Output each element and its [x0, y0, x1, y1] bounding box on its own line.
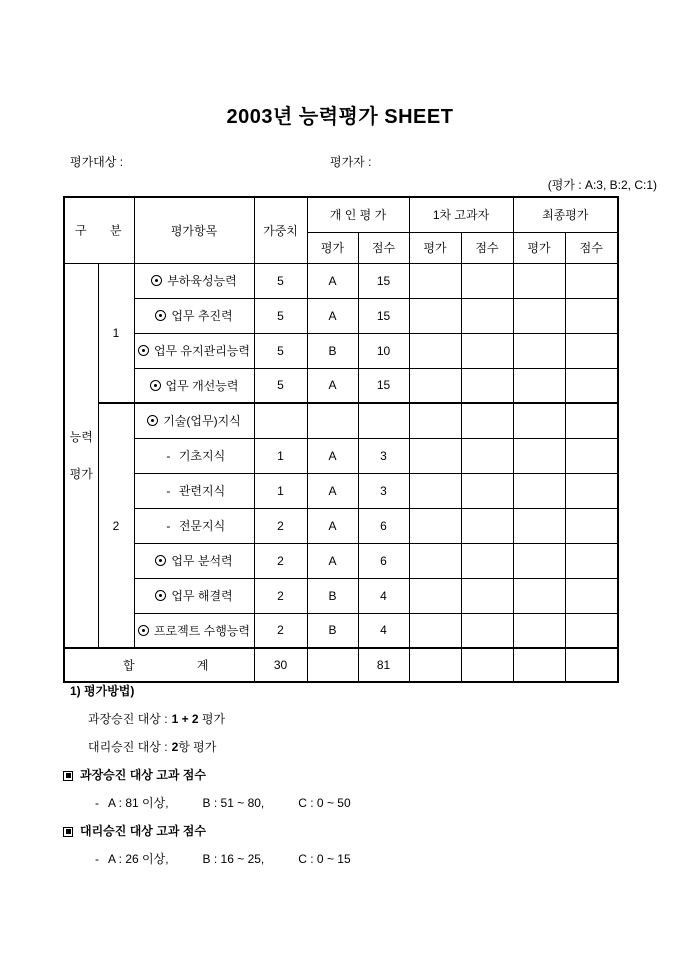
first-grade-cell — [409, 438, 461, 473]
item-label: 부하육성능력 — [167, 274, 237, 288]
header-first-score: 점수 — [461, 232, 513, 263]
first-grade-cell — [409, 333, 461, 368]
final-grade-cell — [513, 578, 565, 613]
total-label-cell — [64, 648, 254, 682]
final-grade-cell — [513, 333, 565, 368]
score-line-dash: - — [95, 796, 99, 810]
table-row — [64, 403, 618, 438]
personal-score-cell: 6 — [358, 508, 409, 543]
final-grade-cell — [513, 508, 565, 543]
personal-grade-cell: B — [307, 613, 358, 648]
item-cell — [134, 263, 254, 298]
sub-item-dash: - — [166, 484, 171, 498]
item-label: 업무 추진력 — [171, 309, 233, 323]
table-row — [64, 263, 618, 298]
final-score-cell — [565, 298, 618, 333]
total-label-right: 계 — [196, 658, 209, 673]
fisheye-bullet-icon — [155, 555, 166, 566]
score-range-b: B : 16 ~ 25, — [202, 852, 265, 866]
header-division-right: 분 — [109, 223, 122, 238]
table-row — [64, 333, 618, 368]
header-first-grade: 평가 — [409, 232, 461, 263]
page-title: 2003년 능력평가 SHEET — [226, 106, 454, 128]
final-grade-cell — [513, 438, 565, 473]
final-grade-cell — [513, 368, 565, 403]
category-cell — [64, 263, 98, 648]
header-final-grade: 평가 — [513, 232, 565, 263]
personal-score-cell: 3 — [358, 438, 409, 473]
first-score-cell — [461, 403, 513, 438]
total-row — [64, 648, 618, 682]
personal-grade-cell: B — [307, 333, 358, 368]
final-grade-cell — [513, 263, 565, 298]
score-range-c: C : 0 ~ 15 — [298, 852, 351, 866]
total-final-grade-cell — [513, 648, 565, 682]
method-bold: 2 — [171, 740, 179, 754]
sub-item-dash: - — [166, 519, 171, 533]
table-row — [64, 438, 618, 473]
score-range-a: A : 26 이상, — [108, 852, 169, 866]
item-label: 전문지식 — [178, 519, 226, 533]
header-first-rater: 1차 고과자 — [409, 197, 513, 232]
personal-grade-cell: A — [307, 438, 358, 473]
weight-cell: 5 — [254, 368, 307, 403]
final-score-cell — [565, 578, 618, 613]
header-weight: 가중치 — [254, 197, 307, 263]
method-suffix: 평가 — [198, 712, 226, 726]
personal-score-cell: 15 — [358, 368, 409, 403]
total-first-score-cell — [461, 648, 513, 682]
note-section-heading-assistant — [63, 824, 351, 839]
first-score-cell — [461, 298, 513, 333]
personal-score-cell: 15 — [358, 298, 409, 333]
method-suffix: 항 평가 — [178, 740, 217, 754]
personal-grade-cell: B — [307, 578, 358, 613]
first-grade-cell — [409, 578, 461, 613]
fisheye-bullet-icon — [150, 380, 161, 391]
personal-grade-cell: A — [307, 298, 358, 333]
personal-score-cell: 3 — [358, 473, 409, 508]
total-personal-score-cell: 81 — [358, 648, 409, 682]
final-score-cell — [565, 403, 618, 438]
score-range-b: B : 51 ~ 80, — [202, 796, 265, 810]
header-final-eval: 최종평가 — [513, 197, 618, 232]
table-row — [64, 368, 618, 403]
item-label: 관련지식 — [178, 484, 226, 498]
weight-cell: 2 — [254, 543, 307, 578]
weight-cell: 2 — [254, 613, 307, 648]
item-label: 업무 유지관리능력 — [153, 344, 251, 358]
first-score-cell — [461, 613, 513, 648]
category-label-line2: 평가 — [69, 467, 93, 482]
item-cell — [134, 403, 254, 438]
table-row — [64, 298, 618, 333]
square-bullet-icon — [63, 771, 73, 781]
fisheye-bullet-icon — [147, 415, 158, 426]
final-grade-cell — [513, 543, 565, 578]
personal-grade-cell — [307, 403, 358, 438]
personal-score-cell: 4 — [358, 613, 409, 648]
group-number-cell: 2 — [98, 403, 134, 648]
header-personal-grade: 평가 — [307, 232, 358, 263]
table-row — [64, 543, 618, 578]
note-method-assistant — [63, 740, 351, 755]
personal-grade-cell: A — [307, 508, 358, 543]
final-score-cell — [565, 368, 618, 403]
final-grade-cell — [513, 403, 565, 438]
item-cell — [134, 298, 254, 333]
weight-cell: 2 — [254, 578, 307, 613]
method-prefix: 과장승진 대상 : — [88, 712, 168, 726]
item-cell — [134, 473, 254, 508]
item-cell — [134, 333, 254, 368]
score-range-c: C : 0 ~ 50 — [298, 796, 351, 810]
personal-score-cell: 15 — [358, 263, 409, 298]
first-score-cell — [461, 543, 513, 578]
header-division-left: 구 — [75, 223, 87, 238]
fisheye-bullet-icon — [138, 345, 149, 356]
item-cell — [134, 508, 254, 543]
table-row — [64, 508, 618, 543]
sub-item-dash: - — [166, 449, 171, 463]
section-heading-label: 대리승진 대상 고과 점수 — [80, 824, 206, 838]
personal-score-cell — [358, 403, 409, 438]
total-personal-grade-cell — [307, 648, 358, 682]
item-label: 업무 개선능력 — [165, 378, 239, 393]
eval-target-label: 평가대상 : — [70, 155, 124, 169]
note-method-manager — [63, 712, 351, 727]
group-number-cell: 1 — [98, 263, 134, 403]
score-line-dash: - — [95, 852, 99, 866]
weight-cell: 5 — [254, 333, 307, 368]
evaluation-table — [63, 196, 619, 683]
fisheye-bullet-icon — [155, 310, 166, 321]
item-label: 기초지식 — [178, 449, 226, 463]
first-score-cell — [461, 473, 513, 508]
personal-score-cell: 10 — [358, 333, 409, 368]
header-personal-score: 점수 — [358, 232, 409, 263]
personal-grade-cell: A — [307, 368, 358, 403]
total-final-score-cell — [565, 648, 618, 682]
final-grade-cell — [513, 298, 565, 333]
item-cell — [134, 543, 254, 578]
note-section-heading-manager — [63, 768, 351, 783]
final-score-cell — [565, 263, 618, 298]
header-item: 평가항목 — [134, 197, 254, 263]
final-score-cell — [565, 473, 618, 508]
first-score-cell — [461, 508, 513, 543]
first-grade-cell — [409, 613, 461, 648]
final-grade-cell — [513, 473, 565, 508]
final-score-cell — [565, 333, 618, 368]
fisheye-bullet-icon — [155, 590, 166, 601]
note-score-line-assistant — [63, 852, 351, 867]
first-grade-cell — [409, 508, 461, 543]
final-grade-cell — [513, 613, 565, 648]
total-weight-cell: 30 — [254, 648, 307, 682]
first-score-cell — [461, 578, 513, 613]
first-grade-cell — [409, 403, 461, 438]
score-range-a: A : 81 이상, — [108, 796, 169, 810]
weight-cell: 5 — [254, 263, 307, 298]
final-score-cell — [565, 508, 618, 543]
first-grade-cell — [409, 473, 461, 508]
first-grade-cell — [409, 368, 461, 403]
item-label: 업무 분석력 — [171, 554, 233, 568]
personal-score-cell: 4 — [358, 578, 409, 613]
item-label: 기술(업무)지식 — [163, 414, 241, 429]
item-label: 업무 해결력 — [171, 589, 233, 603]
item-label: 프로젝트 수행능력 — [153, 623, 251, 638]
personal-grade-cell: A — [307, 263, 358, 298]
note-score-line-manager — [63, 796, 351, 811]
weight-cell — [254, 403, 307, 438]
notes-section — [63, 684, 351, 880]
first-grade-cell — [409, 298, 461, 333]
total-label-left: 합 — [123, 658, 135, 673]
notes-heading: 1) 평가방법) — [70, 684, 135, 698]
header-personal-eval: 개 인 평 가 — [307, 197, 409, 232]
first-score-cell — [461, 368, 513, 403]
fisheye-bullet-icon — [151, 275, 162, 286]
header-final-score: 점수 — [565, 232, 618, 263]
table-row — [64, 613, 618, 648]
table-row — [64, 473, 618, 508]
weight-cell: 2 — [254, 508, 307, 543]
evaluator-label: 평가자 : — [330, 155, 372, 169]
category-label-line1: 능력 — [69, 430, 93, 445]
item-cell — [134, 613, 254, 648]
first-score-cell — [461, 438, 513, 473]
item-cell — [134, 368, 254, 403]
weight-cell: 5 — [254, 298, 307, 333]
weight-cell: 1 — [254, 438, 307, 473]
personal-score-cell: 6 — [358, 543, 409, 578]
item-cell — [134, 578, 254, 613]
weight-cell: 1 — [254, 473, 307, 508]
final-score-cell — [565, 543, 618, 578]
final-score-cell — [565, 438, 618, 473]
first-grade-cell — [409, 543, 461, 578]
personal-grade-cell: A — [307, 543, 358, 578]
fisheye-bullet-icon — [138, 625, 149, 636]
first-score-cell — [461, 263, 513, 298]
first-score-cell — [461, 333, 513, 368]
total-first-grade-cell — [409, 648, 461, 682]
method-prefix: 대리승진 대상 : — [88, 740, 168, 754]
final-score-cell — [565, 613, 618, 648]
grade-scale-note: (평가 : A:3, B:2, C:1) — [547, 178, 657, 192]
table-row — [64, 578, 618, 613]
method-bold: 1 + 2 — [171, 712, 199, 726]
first-grade-cell — [409, 263, 461, 298]
section-heading-label: 과장승진 대상 고과 점수 — [80, 768, 206, 782]
header-division — [64, 197, 134, 263]
square-bullet-icon — [63, 827, 73, 837]
personal-grade-cell: A — [307, 473, 358, 508]
item-cell — [134, 438, 254, 473]
